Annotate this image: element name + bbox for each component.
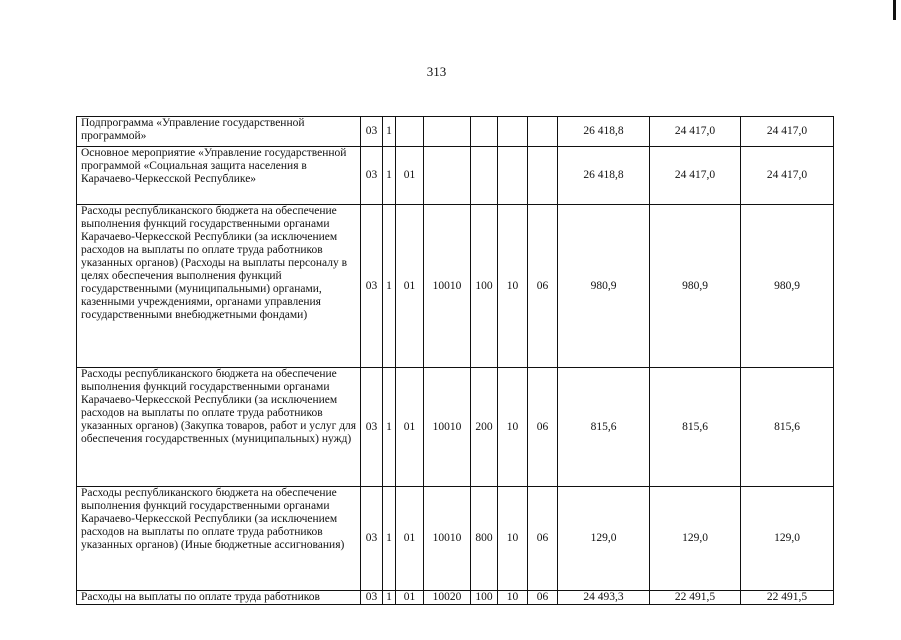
budget-table — [76, 116, 834, 605]
code-cell: 10010 — [424, 368, 471, 487]
amount-cell: 26 418,8 — [558, 147, 650, 205]
code-cell — [471, 147, 498, 205]
code-cell: 03 — [361, 368, 383, 487]
code-cell: 06 — [528, 591, 558, 605]
amount-cell: 22 491,5 — [650, 591, 741, 605]
code-cell: 01 — [396, 487, 424, 591]
amount-cell: 980,9 — [558, 205, 650, 368]
code-cell — [528, 117, 558, 147]
amount-cell: 26 418,8 — [558, 117, 650, 147]
amount-cell: 24 493,3 — [558, 591, 650, 605]
amount-cell: 815,6 — [558, 368, 650, 487]
table-row — [77, 591, 834, 605]
code-cell: 1 — [383, 117, 396, 147]
code-cell: 1 — [383, 147, 396, 205]
code-cell: 1 — [383, 591, 396, 605]
amount-cell: 24 417,0 — [741, 117, 834, 147]
code-cell — [528, 147, 558, 205]
code-cell: 100 — [471, 591, 498, 605]
amount-cell: 815,6 — [650, 368, 741, 487]
amount-cell: 24 417,0 — [650, 117, 741, 147]
row-name: Расходы республиканского бюджета на обеспечение выполнения функций государственными органами Карачаево-Черкесской Республики (за исключением расходов на выплаты по оплате труда работников указанных органов) (Иные бюджетные ассигнования) — [77, 487, 361, 591]
code-cell: 10 — [498, 591, 528, 605]
amount-cell: 24 417,0 — [741, 147, 834, 205]
code-cell: 06 — [528, 205, 558, 368]
code-cell: 800 — [471, 487, 498, 591]
code-cell: 10010 — [424, 487, 471, 591]
amount-cell: 22 491,5 — [741, 591, 834, 605]
code-cell — [498, 147, 528, 205]
row-name: Расходы на выплаты по оплате труда работников — [77, 591, 361, 605]
code-cell: 01 — [396, 368, 424, 487]
amount-cell: 129,0 — [741, 487, 834, 591]
code-cell: 01 — [396, 591, 424, 605]
code-cell: 06 — [528, 368, 558, 487]
code-cell: 03 — [361, 117, 383, 147]
table-row — [77, 487, 834, 591]
code-cell: 06 — [528, 487, 558, 591]
code-cell: 200 — [471, 368, 498, 487]
table-row — [77, 117, 834, 147]
code-cell — [471, 117, 498, 147]
code-cell — [396, 117, 424, 147]
code-cell: 10010 — [424, 205, 471, 368]
code-cell: 10 — [498, 368, 528, 487]
amount-cell: 129,0 — [650, 487, 741, 591]
code-cell: 100 — [471, 205, 498, 368]
code-cell: 03 — [361, 147, 383, 205]
amount-cell: 129,0 — [558, 487, 650, 591]
code-cell: 01 — [396, 205, 424, 368]
scan-edge-mark — [893, 0, 896, 20]
page-number: 313 — [426, 64, 447, 79]
code-cell: 1 — [383, 368, 396, 487]
code-cell — [424, 117, 471, 147]
table-row — [77, 368, 834, 487]
code-cell: 10020 — [424, 591, 471, 605]
table-row — [77, 147, 834, 205]
amount-cell: 24 417,0 — [650, 147, 741, 205]
amount-cell: 815,6 — [741, 368, 834, 487]
code-cell: 1 — [383, 487, 396, 591]
code-cell: 10 — [498, 487, 528, 591]
code-cell — [498, 117, 528, 147]
row-name: Подпрограмма «Управление государственной программой» — [77, 117, 361, 147]
code-cell — [424, 147, 471, 205]
amount-cell: 980,9 — [650, 205, 741, 368]
row-name: Расходы республиканского бюджета на обеспечение выполнения функций государственными органами Карачаево-Черкесской Республики (за исключением расходов на выплаты по оплате труда работников указанных органов) (Закупка товаров, работ и услуг для обеспечения государственных (муниципальных) нужд) — [77, 368, 361, 487]
code-cell: 03 — [361, 205, 383, 368]
table-row — [77, 205, 834, 368]
code-cell: 03 — [361, 487, 383, 591]
code-cell: 1 — [383, 205, 396, 368]
amount-cell: 980,9 — [741, 205, 834, 368]
code-cell: 01 — [396, 147, 424, 205]
row-name: Основное мероприятие «Управление государственной программой «Социальная защита населения в Карачаево-Черкесской Республике» — [77, 147, 361, 205]
row-name: Расходы республиканского бюджета на обеспечение выполнения функций государственными органами Карачаево-Черкесской Республики (за исключением расходов на выплаты по оплате труда работников указанных органов) (Расходы на выплаты персоналу в целях обеспечения выполнения функций государственными (муниципальными) органами, казенными учреждениями, органами управления государственными внебюджетными фондами) — [77, 205, 361, 368]
code-cell: 10 — [498, 205, 528, 368]
code-cell: 03 — [361, 591, 383, 605]
